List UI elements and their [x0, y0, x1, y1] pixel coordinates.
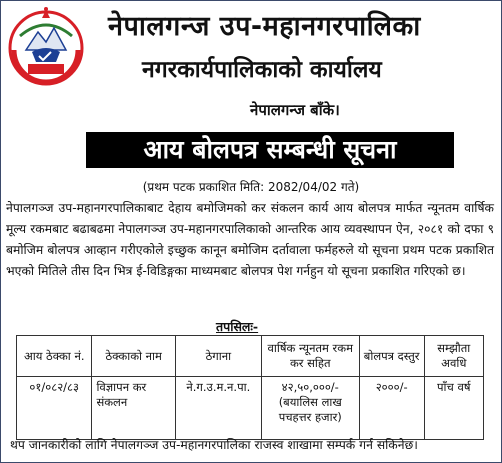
col-bid-fee: बोलपत्र दस्तुर	[359, 336, 424, 377]
publication-date: (प्रथम पटक प्रकाशित मिति: 2082/04/02 गते)	[142, 180, 360, 194]
col-duration: सम्झौता अवधि	[424, 336, 483, 377]
contact-footer: थप जानकारीको लागि नेपालगञ्ज उप-महानगरपालिका राजस्व शाखामा सम्पर्क गर्न सकिनेछ।	[10, 438, 418, 452]
col-min-amount: वार्षिक न्यूनतम रकम कर सहित	[261, 336, 359, 377]
table-header-row	[17, 336, 484, 377]
municipality-name: नेपालगन्ज उप-महानगरपालिका	[108, 11, 421, 42]
cell-address: ने.ग.उ.म.न.पा.	[175, 377, 261, 440]
col-contract-no: आय ठेक्का नं.	[17, 336, 92, 377]
col-address: ठेगाना	[175, 336, 261, 377]
cell-contract-name: विज्ञापन कर संकलन	[92, 377, 175, 440]
cell-min-amount: ४२,५०,०००/- (बयालिस लाख पचहत्तर हजार)	[261, 377, 359, 440]
contract-table	[16, 335, 484, 440]
nepal-government-emblem	[6, 6, 86, 88]
office-location: नेपालगन्ज बाँके।	[250, 101, 340, 119]
cell-contract-no: ०१/०८२/८३	[17, 377, 92, 440]
cell-bid-fee: २०००/-	[359, 377, 424, 440]
notice-title-banner: आय बोलपत्र सम्बन्धी सूचना	[86, 132, 454, 168]
cell-duration: पाँच वर्ष	[424, 377, 483, 440]
col-contract-name: ठेक्काको नाम	[92, 336, 175, 377]
table-row	[17, 377, 484, 440]
office-name: नगरकार्यपालिकाको कार्यालय	[142, 57, 382, 83]
notice-body: नेपालगञ्ज उप-महानगरपालिकाबाट देहाय बमोजिमको कर संकलन कार्य आय बोलपत्र मार्फत न्यूनतम वार्षिक मूल्य रकमबाट बढाबढमा नेपालगञ्ज उप-महानगरपालिकाको आन्तरिक आय व्यवस्थापन ऐन, २०८१ को दफा ९ बमोजिम बोलपत्र आव्हान गरीएकोले इच्छुक कानून बमोजिम दर्तावाला फर्महरुले यो सूचना प्रथम पटक प्रकाशित भएको मितिले तीस दिन भित्र ई-विडिङ्गका माध्यमबाट बोलपत्र पेश गर्नहुन यो सूचना प्रकाशित गरिएको छ।	[6, 201, 494, 278]
details-label: तपसिलः-	[216, 319, 259, 334]
